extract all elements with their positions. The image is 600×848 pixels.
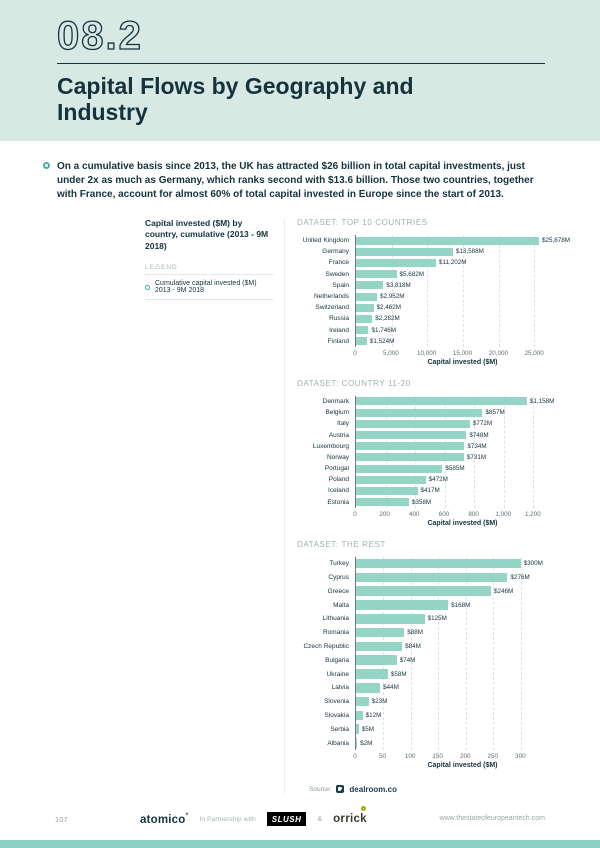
y-axis-labels [297, 235, 355, 347]
bar-row [356, 485, 570, 496]
legend-item [145, 275, 274, 300]
x-tick-label: 10,000 [417, 349, 437, 357]
bar [356, 465, 442, 473]
page-title: Capital Flows by Geography and Industry [57, 73, 414, 126]
bar-row [356, 653, 570, 667]
bar [356, 573, 507, 583]
bar-value-label: $300M [523, 560, 543, 568]
bar [356, 614, 425, 624]
page-footer [0, 808, 600, 830]
header-divider [57, 63, 545, 64]
bar-row [356, 598, 570, 612]
intro-paragraph [57, 160, 535, 201]
chart-title: DATASET: TOP 10 COUNTRIES [297, 218, 428, 227]
figure-block [145, 218, 570, 794]
chart-top10-countries [297, 218, 570, 366]
slush-logo: SLUSH [267, 812, 307, 826]
bottom-accent-strip [0, 840, 600, 848]
bar-value-label: $857M [485, 409, 505, 417]
bar-value-label: $5,682M [399, 270, 425, 278]
x-tick-label: 800 [468, 510, 479, 518]
bar [356, 442, 464, 450]
bar-row [356, 280, 570, 291]
bar-category-label: Slovenia [324, 698, 349, 706]
bar-row [356, 681, 570, 695]
bar-category-label: United Kingdom [302, 237, 349, 245]
x-tick-label: 600 [438, 510, 450, 518]
bar-value-label: $358M [411, 498, 432, 506]
bar-category-label: Russia [329, 315, 349, 323]
bar-category-label: Norway [326, 453, 349, 461]
bar-row [356, 452, 570, 463]
bar [356, 559, 521, 569]
atomico-logo: atomico° [140, 812, 189, 826]
x-tick-label: 1,200 [525, 510, 541, 518]
bar-value-label: $44M [383, 684, 399, 692]
legend-heading: LEGEND [145, 264, 274, 275]
bar-category-label: Austria [328, 431, 349, 439]
bar-category-label: Estonia [327, 498, 349, 506]
x-tick-label: 0 [353, 349, 357, 357]
bar-category-label: Finland [327, 337, 349, 345]
x-tick-label: 100 [404, 752, 416, 760]
orrick-ring-icon [361, 806, 366, 811]
bars [356, 235, 570, 347]
bar [356, 237, 539, 245]
bar-value-label: $748M [469, 431, 489, 439]
bar [356, 476, 426, 484]
chart-country-11-20 [297, 379, 570, 527]
bar-value-label: $246M [493, 587, 514, 595]
bar-value-label: $3,818M [386, 281, 411, 289]
bar-value-label: $417M [420, 487, 440, 495]
bar-category-label: Germany [322, 248, 349, 256]
bar-row [356, 626, 570, 640]
bar-row [356, 336, 570, 347]
bar-row [356, 667, 570, 681]
bar-category-label: Denmark [322, 397, 349, 405]
bar-category-label: Belgium [325, 409, 349, 417]
bar-row [356, 325, 570, 336]
bar-value-label: $585M [445, 465, 465, 473]
bar [356, 281, 383, 289]
bar [356, 326, 368, 334]
bar [356, 248, 453, 256]
bars [356, 557, 570, 750]
x-tick-label: 250 [487, 752, 499, 760]
bar-value-label: $168M [451, 601, 471, 609]
bar [356, 304, 374, 312]
bar [356, 397, 527, 405]
bar-row [356, 418, 570, 429]
bar-value-label: $25,878M [541, 237, 570, 245]
bar-category-label: Ireland [329, 326, 349, 334]
ampersand-label: & [317, 815, 323, 823]
bar [356, 683, 380, 693]
bar [356, 738, 357, 748]
bar [356, 270, 397, 278]
bar-category-label: Switzerland [315, 304, 349, 312]
bar [356, 628, 404, 638]
bar [356, 431, 466, 439]
x-axis-title: Capital invested ($M) [427, 519, 498, 527]
chart-title: DATASET: COUNTRY 11-20 [297, 378, 411, 388]
bar-category-label: Iceland [328, 487, 349, 495]
bar-category-label: Portugal [324, 465, 349, 473]
chart-plot [297, 396, 570, 508]
figure-title: Capital invested ($M) by country, cumulative (2013 - 9M 2018) [145, 218, 269, 251]
x-axis-ticks [355, 750, 570, 759]
x-tick-label: 150 [432, 752, 443, 760]
x-tick-label: 400 [409, 510, 420, 518]
bar-category-label: Netherlands [313, 293, 349, 301]
bar-value-label: $772M [472, 420, 493, 428]
bar-category-label: Latvia [331, 684, 349, 692]
bar-value-label: $12M [365, 711, 382, 719]
bar-category-label: Greece [327, 587, 349, 595]
orrick-logo: orrick [333, 813, 367, 825]
bullet-ring-icon [43, 162, 50, 169]
bar-value-label: $5M [361, 725, 374, 733]
bar-category-label: Ukraine [326, 670, 349, 678]
footer-logos [140, 808, 367, 830]
charts-column [285, 218, 570, 794]
bar-row [356, 571, 570, 585]
legend-ring-icon [145, 285, 150, 290]
x-axis [355, 347, 570, 366]
bar-value-label: $125M [427, 615, 447, 623]
bar-value-label: $88M [407, 629, 424, 637]
chart-plot [297, 235, 570, 347]
bar-row [356, 269, 570, 280]
bar-value-label: $58M [390, 670, 407, 678]
bar [356, 293, 377, 301]
bar-category-label: Bulgaria [325, 656, 349, 664]
x-axis-ticks [355, 508, 570, 517]
bar-value-label: $13,588M [455, 248, 484, 256]
bar-value-label: $11,202M [438, 259, 467, 267]
intro-text: On a cumulative basis since 2013, the UK has attracted $26 billion in total capital investments, just under 2x as much as Germany, which ranks second with $13.6 billion. Those two countries, together with France, account for almost 60% of total capital invested in Europe since the start of 2013. [57, 161, 534, 200]
dealroom-logo-icon [336, 785, 344, 793]
bar-value-label: $731M [466, 453, 487, 461]
bar-category-label: Poland [328, 476, 349, 484]
bar-category-label: Sweden [325, 270, 349, 278]
bar-row [356, 313, 570, 324]
bar-category-label: Slovakia [324, 711, 349, 719]
bar [356, 315, 372, 323]
bar-category-label: Cyprus [328, 573, 349, 581]
bar-row [356, 407, 570, 418]
bar-category-label: Czech Republic [303, 642, 349, 650]
partnership-label: In Partnership with [199, 815, 256, 823]
bar [356, 697, 369, 707]
section-number: 08.2 [57, 14, 143, 58]
bar-category-label: Malta [333, 601, 349, 609]
bar [356, 487, 418, 495]
bar [356, 409, 482, 417]
bar-category-label: France [328, 259, 349, 267]
bar [356, 724, 359, 734]
y-axis-labels [297, 396, 355, 508]
x-tick-label: 0 [353, 510, 357, 518]
bars [356, 396, 570, 508]
bar-row [356, 257, 570, 268]
bar-row [356, 736, 570, 750]
bar-row [356, 557, 570, 571]
chart-the-rest [297, 540, 570, 769]
x-tick-label: 25,000 [524, 349, 544, 357]
bar-value-label: $84M [405, 642, 421, 650]
bar-category-label: Romania [322, 629, 349, 637]
bar-category-label: Serbia [330, 725, 349, 733]
x-tick-label: 200 [379, 510, 390, 518]
bar-category-label: Spain [332, 281, 349, 289]
legend-item-label: Cumulative capital invested ($M) 2013 - 9M 2018 [155, 280, 257, 295]
bar-value-label: $74M [399, 656, 416, 664]
bar-value-label: $2,952M [380, 293, 405, 301]
bar-category-label: Albania [327, 739, 349, 747]
x-tick-label: 20,000 [488, 349, 508, 357]
x-tick-label: 0 [353, 752, 357, 760]
bar [356, 453, 464, 461]
bar-row [356, 584, 570, 598]
x-tick-label: 15,000 [452, 349, 473, 357]
x-axis [355, 750, 570, 769]
bar-row [356, 722, 570, 736]
source-label: Source: [309, 785, 332, 793]
bar-row [356, 302, 570, 313]
x-tick-label: 5,000 [382, 349, 399, 357]
bar-value-label: $2M [360, 739, 373, 747]
bar-row [356, 474, 570, 485]
bar-row [356, 497, 570, 508]
chart-title: DATASET: THE REST [297, 539, 386, 549]
bar-value-label: $2,282M [375, 315, 400, 323]
source-row [309, 785, 570, 794]
bar-category-label: Italy [337, 420, 349, 428]
bar-row [356, 291, 570, 302]
bar-row [356, 235, 570, 246]
bar [356, 711, 363, 721]
bar-category-label: Turkey [329, 560, 349, 568]
bar-value-label: $276M [510, 573, 530, 581]
y-axis-labels [297, 557, 355, 750]
bar [356, 420, 470, 428]
plot-track-area [355, 235, 570, 347]
bar-row [356, 695, 570, 709]
bar-row [356, 441, 570, 452]
plot-track-area [355, 396, 570, 508]
chart-plot [297, 557, 570, 750]
figure-sidebar [145, 218, 285, 794]
bar-value-label: $472M [428, 476, 448, 484]
x-axis [355, 508, 570, 527]
bar-row [356, 429, 570, 440]
x-tick-label: 300 [515, 752, 526, 760]
bar-value-label: $1,158M [529, 397, 555, 405]
bar [356, 642, 402, 652]
bar-row [356, 612, 570, 626]
bar-value-label: $2,462M [376, 304, 402, 312]
dealroom-logo-text: dealroom.co [349, 784, 397, 794]
bar-row [356, 463, 570, 474]
bar-row [356, 246, 570, 257]
bar-row [356, 709, 570, 723]
bar-category-label: Luxembourg [312, 442, 349, 450]
bar [356, 337, 367, 345]
x-tick-label: 50 [379, 752, 387, 760]
bar-value-label: $1,746M [371, 326, 396, 334]
bar [356, 669, 388, 679]
bar-value-label: $734M [467, 442, 487, 450]
bar-value-label: $23M [371, 698, 388, 706]
atomico-mark-icon: ° [185, 812, 189, 820]
bar-row [356, 640, 570, 654]
x-tick-label: 1,000 [495, 510, 512, 518]
bar-value-label: $1,524M [369, 337, 395, 345]
bar [356, 655, 397, 665]
plot-track-area [355, 557, 570, 750]
bar [356, 259, 436, 267]
x-axis-title: Capital invested ($M) [427, 761, 498, 769]
page-header [0, 0, 600, 141]
footer-url: www.thestateofeuropeantech.com [439, 815, 545, 822]
bar-row [356, 396, 570, 407]
x-axis-ticks [355, 347, 570, 356]
page-number: 107 [55, 815, 68, 824]
bar-category-label: Lithuania [322, 615, 349, 623]
bar [356, 600, 448, 610]
x-tick-label: 200 [459, 752, 471, 760]
x-axis-title: Capital invested ($M) [427, 358, 498, 366]
bar [356, 498, 409, 506]
bar [356, 586, 491, 596]
